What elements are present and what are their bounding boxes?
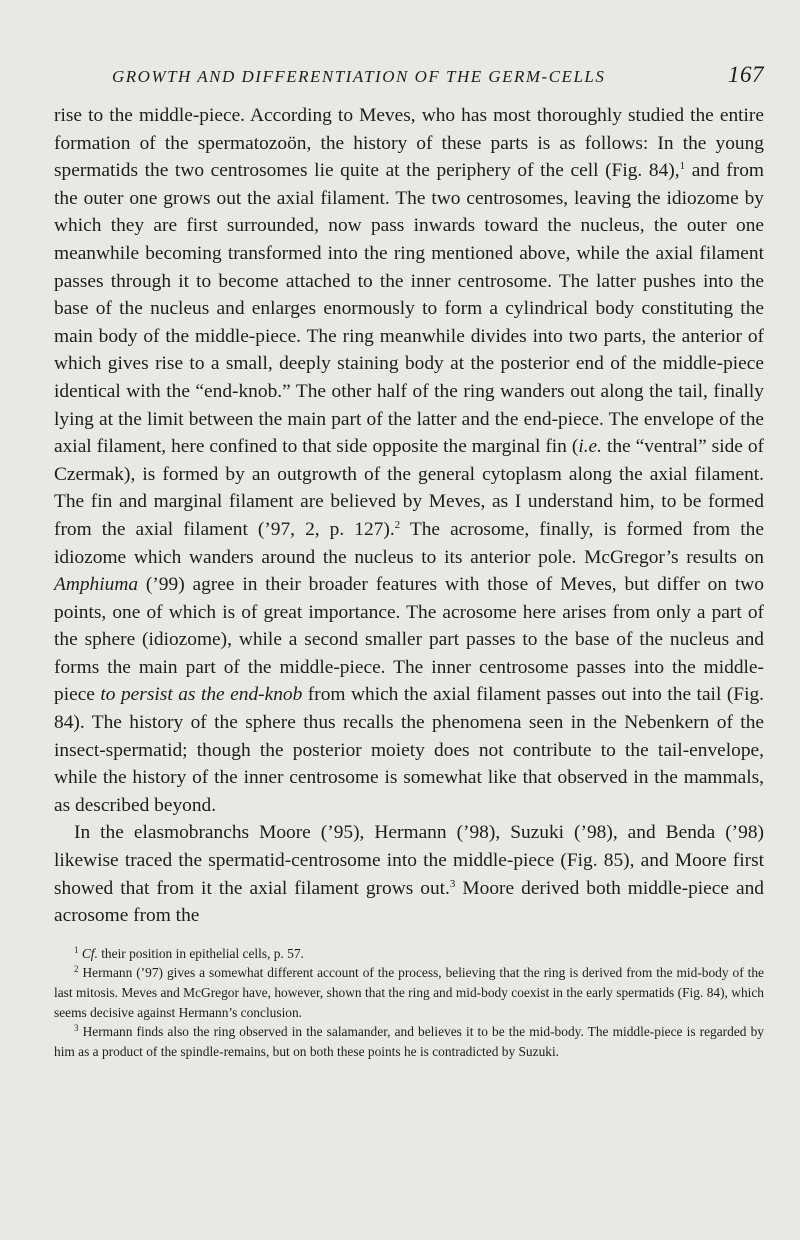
italic-text: i.e. — [578, 436, 603, 458]
paragraph: rise to the middle-piece. According to Meves, who has most thoroughly studied the entire formation of the spermatozoön, the history of these parts is as follows: In the young spermatids the two centrosomes lie quite at the periphery of the cell (Fig. 84),$^1$ and from the outer one grows out the axial filament. The two centrosomes, leaving the idiozome by which they are first surrounded, now pass inwards toward the nucleus, the outer one meanwhile becoming transformed into the ring mentioned above, while the axial filament passes through it to become attached to the inner centrosome. The latter pushes into the base of the nucleus and enlarges enormously to form a cylindrical body constituting the main body of the middle-piece. The ring meanwhile divides into two parts, the anterior of which gives rise to a small, deeply staining body at the posterior end of the middle-piece identical with the “end-knob.” The other half of the ring wanders out along the tail, finally lying at the limit between the main part of the latter and the end-piece. The envelope of the axial filament, here confined to that side opposite the marginal fin (i.e. the “ventral” side of Czermak), is formed by an outgrowth of the general cytoplasm along the axial filament. The fin and marginal filament are believed by Meves, as I understand him, to be formed from the axial filament (’97, 2, p. 127).$^2$ The acrosome, finally, is formed from the idiozome which wanders around the nucleus to its anterior pole. McGregor’s results on Amphiuma (’99) agree in their broader features with those of Meves, but differ on two points, one of which is of great importance. The acrosome here arises from only a part of the sphere (idiozome), while a second smaller part passes to the base of the nucleus and forms the main part of the middle-piece. The inner centrosome passes into the middle-piece to persist as the end-knob from which the axial filament passes out into the tail (Fig. 84). The history of the sphere thus recalls the phenomena seen in the Nebenkern of the insect-spermatid; though the posterior moiety does not contribute to the tail-envelope, while the history of the inner centrosome is somewhat like that observed in the mammals, as described beyond. — [54, 105, 765, 816]
footnotes — [54, 944, 764, 1062]
footnote-mark: 3 — [74, 1023, 79, 1034]
page-number: 167 — [728, 62, 764, 87]
paragraph: In the elasmobranchs Moore (’95), Hermann (’98), Suzuki (’98), and Benda (’98) likewise traced the spermatid-centrosome into the middle-piece (Fig. 85), and Moore first showed that from it the axial filament grows out.$^3$ Moore derived both middle-piece and acrosome from the — [54, 822, 764, 927]
italic-text: Amphiuma — [54, 574, 139, 596]
footnote: $^2$ Hermann (’97) gives a somewhat different account of the process, believing that the ring is derived from the mid-body of the last mitosis. Meves and McGregor have, however, shown that the ring and mid-body coexist in the early spermatids (Fig. 84), which seems decisive against Hermann’s conclusion. — [54, 964, 764, 1020]
italic-text: to persist as the end-knob — [100, 684, 303, 706]
footnote-mark: 1 — [74, 944, 79, 955]
body-text — [54, 102, 764, 930]
footnote-ref[interactable]: 2 — [394, 518, 401, 531]
footnote-mark: 2 — [74, 964, 79, 975]
page-header — [112, 62, 764, 92]
running-head: GROWTH AND DIFFERENTIATION OF THE GERM-CELLS — [112, 67, 606, 86]
footnote: $^3$ Hermann finds also the ring observed in the salamander, and believes it to be the mid-body. The middle-piece is regarded by him as a product of the spindle-remains, but on both these points he is contradicted by Suzuki. — [54, 1023, 764, 1059]
footnote-ref[interactable]: 3 — [449, 877, 456, 890]
footnote: $^1$ Cf. their position in epithelial cells, p. 57. — [74, 944, 304, 961]
footnote-ref[interactable]: 1 — [679, 160, 686, 173]
